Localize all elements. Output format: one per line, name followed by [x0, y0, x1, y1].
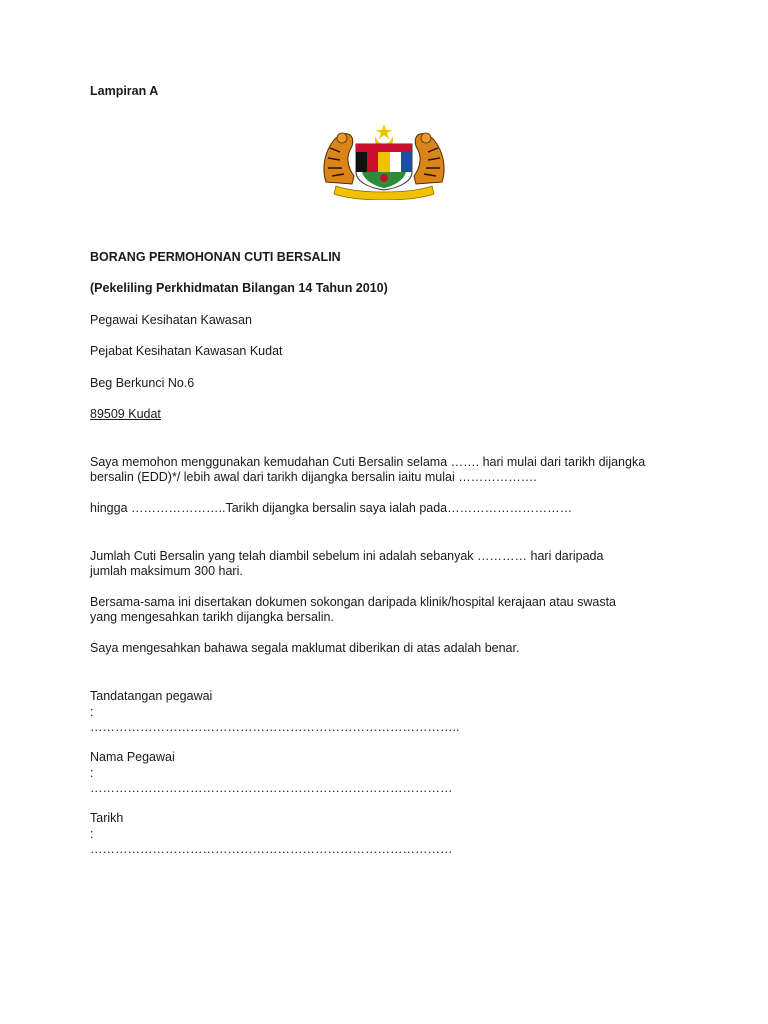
signature-colon: :: [90, 705, 94, 719]
malaysia-coat-of-arms-icon: [318, 122, 450, 200]
paragraph-3-line-2: jumlah maksimum 300 hari.: [90, 564, 243, 578]
paragraph-1-line-1: Saya memohon menggunakan kemudahan Cuti Bersalin selama ……. hari mulai dari tarikh dijangka: [90, 455, 646, 469]
address-line-1: Pegawai Kesihatan Kawasan: [90, 313, 252, 327]
paragraph-1-line-2: bersalin (EDD)*/ lebih awal dari tarikh dijangka bersalin iaitu mulai ……………….: [90, 470, 537, 484]
paragraph-5: Saya mengesahkan bahawa segala maklumat diberikan di atas adalah benar.: [90, 641, 520, 655]
date-label: Tarikh: [90, 811, 124, 825]
paragraph-3-line-1: Jumlah Cuti Bersalin yang telah diambil sebelum ini adalah sebanyak ………… hari daripada: [90, 549, 604, 563]
form-subtitle: (Pekeliling Perkhidmatan Bilangan 14 Tahun 2010): [90, 281, 388, 295]
signature-label: Tandatangan pegawai: [90, 689, 213, 703]
paragraph-4-line-2: yang mengesahkan tarikh dijangka bersalin.: [90, 610, 334, 624]
paragraph-4-line-1: Bersama-sama ini disertakan dokumen sokongan daripada klinik/hospital kerajaan atau swasta: [90, 595, 616, 609]
address-line-3: Beg Berkunci No.6: [90, 376, 195, 390]
form-title: BORANG PERMOHONAN CUTI BERSALIN: [90, 250, 341, 264]
signature-field: ……………………………………………………………………………..: [90, 720, 460, 734]
date-colon: :: [90, 827, 94, 841]
name-label: Nama Pegawai: [90, 750, 175, 764]
address-postcode: 89509 Kudat: [90, 407, 161, 421]
attachment-label: Lampiran A: [90, 84, 159, 98]
address-line-2: Pejabat Kesihatan Kawasan Kudat: [90, 344, 283, 358]
name-field: ……………………………………………………………………………: [90, 781, 453, 795]
paragraph-2: hingga …………………..Tarikh dijangka bersalin saya ialah pada…………………………: [90, 501, 573, 515]
name-colon: :: [90, 766, 94, 780]
date-field: ……………………………………………………………………………: [90, 842, 453, 856]
